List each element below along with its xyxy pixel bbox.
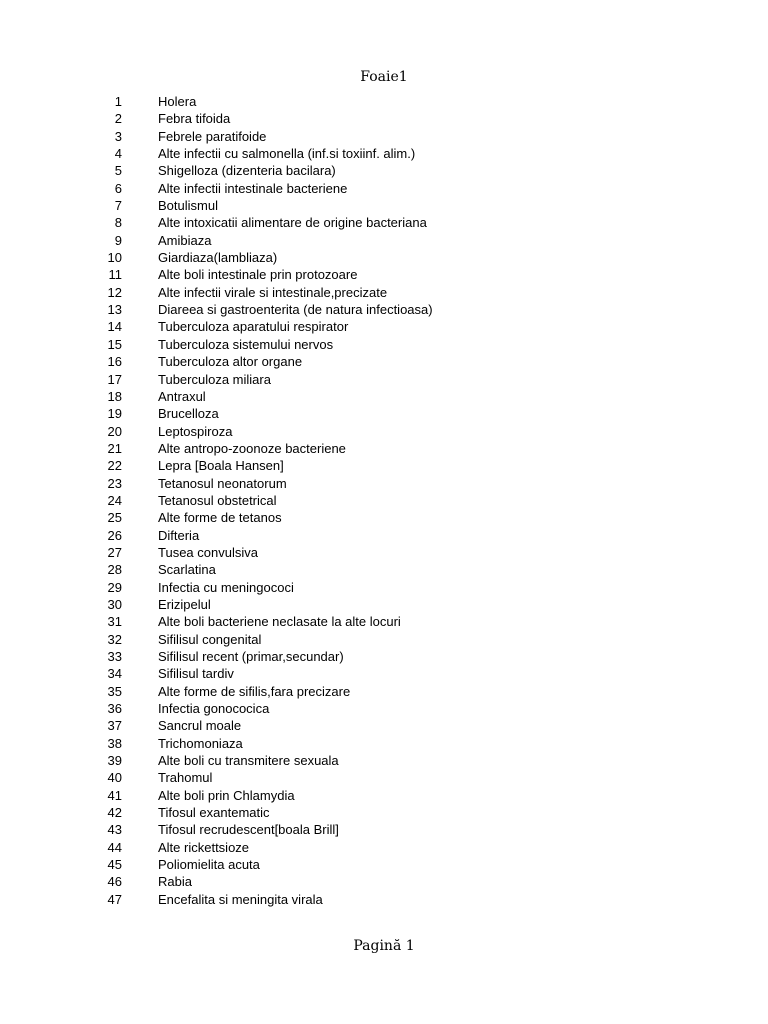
sheet-header: Foaie1 [360,69,408,85]
row-number: 25 [107,510,122,526]
list-item [0,579,768,596]
row-label: Tetanosul obstetrical [158,492,277,508]
row-number: 19 [107,406,122,422]
row-number: 42 [107,805,122,821]
row-label: Alte infectii intestinale bacteriene [158,180,348,196]
list-item [0,405,768,422]
list-item [0,873,768,890]
row-label: Febrele paratifoide [158,128,267,144]
row-label: Alte forme de tetanos [158,510,282,526]
row-number: 45 [107,857,122,873]
row-number: 32 [107,631,122,647]
row-label: Rabia [158,874,192,890]
list-item [0,457,768,474]
list-item [0,735,768,752]
row-label: Tuberculoza aparatului respirator [158,319,349,335]
list-item [0,804,768,821]
row-label: Febra tifoida [158,111,231,127]
row-label: Alte intoxicatii alimentare de origine bacteriana [158,215,427,231]
row-number: 37 [107,718,122,734]
list-item [0,214,768,231]
row-label: Trahomul [158,770,213,786]
list-item [0,821,768,838]
list-item [0,613,768,630]
list-item [0,509,768,526]
list-item [0,665,768,682]
list-item [0,544,768,561]
list-item [0,197,768,214]
row-number: 3 [114,128,122,144]
list-item [0,180,768,197]
row-number: 8 [114,215,122,231]
row-label: Tuberculoza altor organe [158,354,303,370]
row-number: 40 [107,770,122,786]
row-label: Brucelloza [158,406,219,422]
row-label: Tifosul recrudescent[boala Brill] [158,822,339,838]
list-item [0,891,768,908]
row-number: 5 [114,163,122,179]
list-item [0,353,768,370]
list-item [0,700,768,717]
list-item [0,145,768,162]
list-item [0,596,768,613]
row-label: Alte antropo-zoonoze bacteriene [158,440,346,456]
row-label: Tuberculoza sistemului nervos [158,336,334,352]
list-item [0,440,768,457]
list-item [0,388,768,405]
list-item [0,128,768,145]
row-label: Holera [158,94,197,109]
list-item [0,631,768,648]
row-label: Alte forme de sifilis,fara precizare [158,683,351,699]
list-item [0,318,768,335]
row-number: 4 [114,146,122,162]
row-label: Difteria [158,527,200,543]
list-item [0,162,768,179]
row-number: 15 [107,336,122,352]
list-item [0,336,768,353]
row-number: 20 [107,423,122,439]
row-label: Alte boli bacteriene neclasate la alte locuri [158,614,401,630]
row-label: Alte boli cu transmitere sexuala [158,753,339,769]
row-number: 18 [107,388,122,404]
row-number: 16 [107,354,122,370]
row-number: 39 [107,753,122,769]
row-number: 6 [114,180,122,196]
row-label: Lepra [Boala Hansen] [158,458,284,474]
row-label: Tusea convulsiva [158,544,258,560]
row-label: Sancrul moale [158,718,242,734]
list-item [0,769,768,786]
row-number: 38 [107,735,122,751]
row-label: Sifilisul congenital [158,631,262,647]
row-number: 9 [114,232,122,248]
list-item [0,249,768,266]
row-number: 44 [107,839,122,855]
row-number: 41 [107,787,122,803]
row-label: Alte rickettsioze [158,839,250,855]
row-number: 14 [107,319,122,335]
row-number: 11 [108,267,122,283]
row-number: 10 [107,250,122,266]
row-number: 22 [107,458,122,474]
row-label: Infectia gonococica [158,701,270,717]
list-item [0,110,768,127]
row-number: 24 [107,492,122,508]
row-label: Giardiaza(lambliaza) [158,250,278,266]
row-number: 7 [114,198,122,214]
row-label: Encefalita si meningita virala [158,891,323,907]
row-number: 27 [107,544,122,560]
row-number: 26 [107,527,122,543]
row-label: Sifilisul tardiv [158,666,234,682]
row-number: 29 [107,579,122,595]
list-item [0,284,768,301]
row-number: 17 [107,371,122,387]
row-number: 31 [107,614,122,630]
row-number: 13 [107,302,122,318]
row-label: Tuberculoza miliara [158,371,271,387]
list-item [0,492,768,509]
list-item [0,683,768,700]
row-number: 34 [107,666,122,682]
row-label: Scarlatina [158,562,216,578]
list-item [0,232,768,249]
row-number: 21 [107,440,122,456]
list-item [0,371,768,388]
row-label: Erizipelul [158,596,211,612]
row-label: Antraxul [158,388,206,404]
row-label: Botulismul [158,198,218,214]
row-number: 43 [107,822,122,838]
row-number: 12 [107,284,122,300]
row-number: 33 [107,649,122,664]
row-number: 47 [107,891,122,907]
row-number: 35 [107,683,122,699]
row-number: 30 [107,596,122,612]
row-number: 1 [114,94,122,109]
row-label: Alte infectii virale si intestinale,precizate [158,284,388,300]
list-item [0,752,768,769]
page-footer: Pagină 1 [353,938,415,954]
row-label: Tetanosul neonatorum [158,475,287,491]
row-number: 46 [107,874,122,890]
row-label: Shigelloza (dizenteria bacilara) [158,163,336,179]
row-label: Alte infectii cu salmonella (inf.si toxiinf. alim.) [158,146,416,162]
list-item [0,423,768,440]
list-item [0,93,768,110]
list-item [0,839,768,856]
list-item [0,787,768,804]
row-number: 36 [107,701,122,717]
row-label: Trichomoniaza [158,735,243,751]
row-label: Alte boli prin Chlamydia [158,787,295,803]
list-item [0,717,768,734]
row-number: 23 [107,475,122,491]
list-item [0,648,768,665]
list-item [0,475,768,492]
row-number: 2 [114,111,122,127]
row-label: Diareea si gastroenterita (de natura infectioasa) [158,302,433,318]
row-label: Infectia cu meningococi [158,579,294,595]
list-item [0,301,768,318]
row-label: Leptospiroza [158,423,233,439]
row-label: Sifilisul recent (primar,secundar) [158,649,344,664]
row-label: Alte boli intestinale prin protozoare [158,267,358,283]
row-label: Amibiaza [158,232,212,248]
row-label: Tifosul exantematic [158,805,270,821]
list-item [0,266,768,283]
list-item [0,561,768,578]
disease-list [0,93,768,908]
row-label: Poliomielita acuta [158,857,260,873]
list-item [0,527,768,544]
row-number: 28 [107,562,122,578]
list-item [0,856,768,873]
